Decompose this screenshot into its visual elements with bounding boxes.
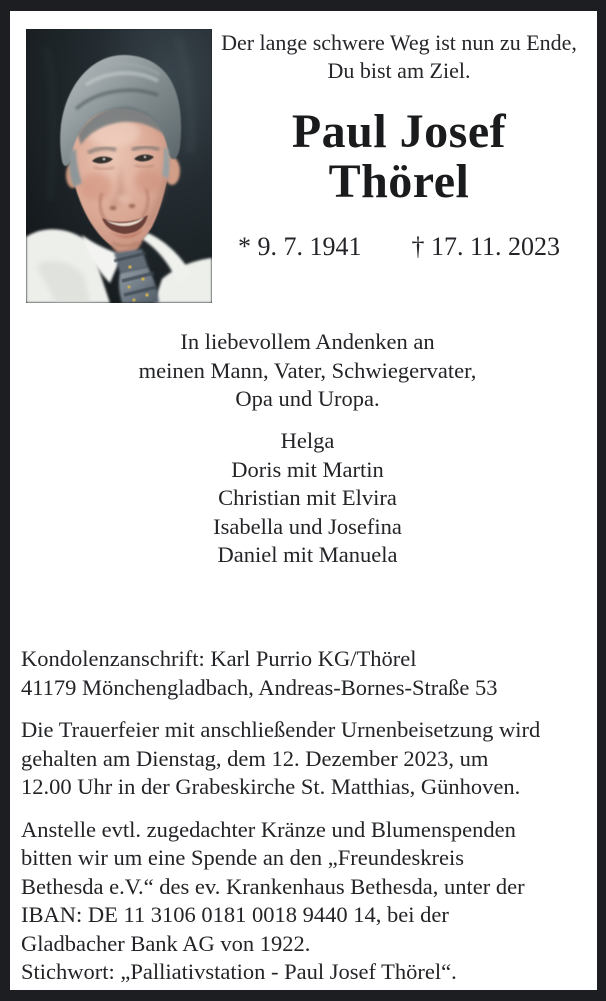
family-member: Christian mit Elvira: [218, 485, 397, 510]
portrait-illustration: [26, 29, 212, 303]
family-member: Helga: [280, 428, 335, 453]
donation-line: Anstelle evtl. zugedachter Kränze und Blumenspenden: [21, 816, 516, 842]
donation-line: Gladbacher Bank AG von 1922.: [21, 930, 311, 956]
memorial-line: Opa und Uropa.: [235, 386, 380, 411]
memorial-dedication: [14, 328, 601, 414]
deceased-name: [212, 107, 586, 207]
condolence-line: 41179 Mönchengladbach, Andreas-Bornes-Straße 53: [21, 674, 498, 700]
deceased-name-line: Paul Josef: [291, 105, 507, 158]
funeral-service-info: [21, 716, 589, 802]
service-line: 12.00 Uhr in der Grabeskirche St. Matthias, Günhoven.: [21, 774, 521, 799]
details-section: [21, 645, 589, 1001]
memorial-line: meinen Mann, Vater, Schwiegervater,: [138, 357, 477, 383]
quote-line: Du bist am Ziel.: [327, 58, 471, 83]
donation-line: IBAN: DE 11 3106 0181 0018 9440 14, bei der: [21, 902, 449, 927]
donation-info: [21, 816, 589, 987]
family-member: Doris mit Martin: [231, 456, 384, 482]
deceased-name-line: Thörel: [328, 155, 470, 208]
family-list: [14, 427, 601, 570]
portrait-photo: [26, 29, 212, 303]
opening-quote: [212, 29, 586, 85]
service-line: Die Trauerfeier mit anschließender Urnenbeisetzung wird: [21, 717, 541, 742]
life-dates: [212, 231, 586, 263]
donation-line: bitten wir um eine Spende an den „Freundeskreis: [21, 845, 465, 870]
quote-line: Der lange schwere Weg ist nun zu Ende,: [221, 30, 577, 55]
death-date: † 17. 11. 2023: [411, 232, 561, 261]
memorial-line: In liebevollem Andenken an: [180, 329, 435, 354]
obituary-card: [10, 11, 597, 990]
service-line: gehalten am Dienstag, dem 12. Dezember 2023, um: [21, 745, 489, 771]
family-member: Isabella und Josefina: [213, 513, 402, 539]
donation-line: Stichwort: „Palliativstation - Paul Josef Thörel“.: [21, 959, 457, 984]
condolence-address: [21, 645, 589, 702]
birth-date: * 9. 7. 1941: [237, 232, 362, 261]
family-member: Daniel mit Manuela: [217, 542, 398, 567]
condolence-line: Kondolenzanschrift: Karl Purrio KG/Thörel: [21, 646, 417, 671]
donation-line: Bethesda e.V.“ des ev. Krankenhaus Bethesda, unter der: [21, 873, 525, 899]
